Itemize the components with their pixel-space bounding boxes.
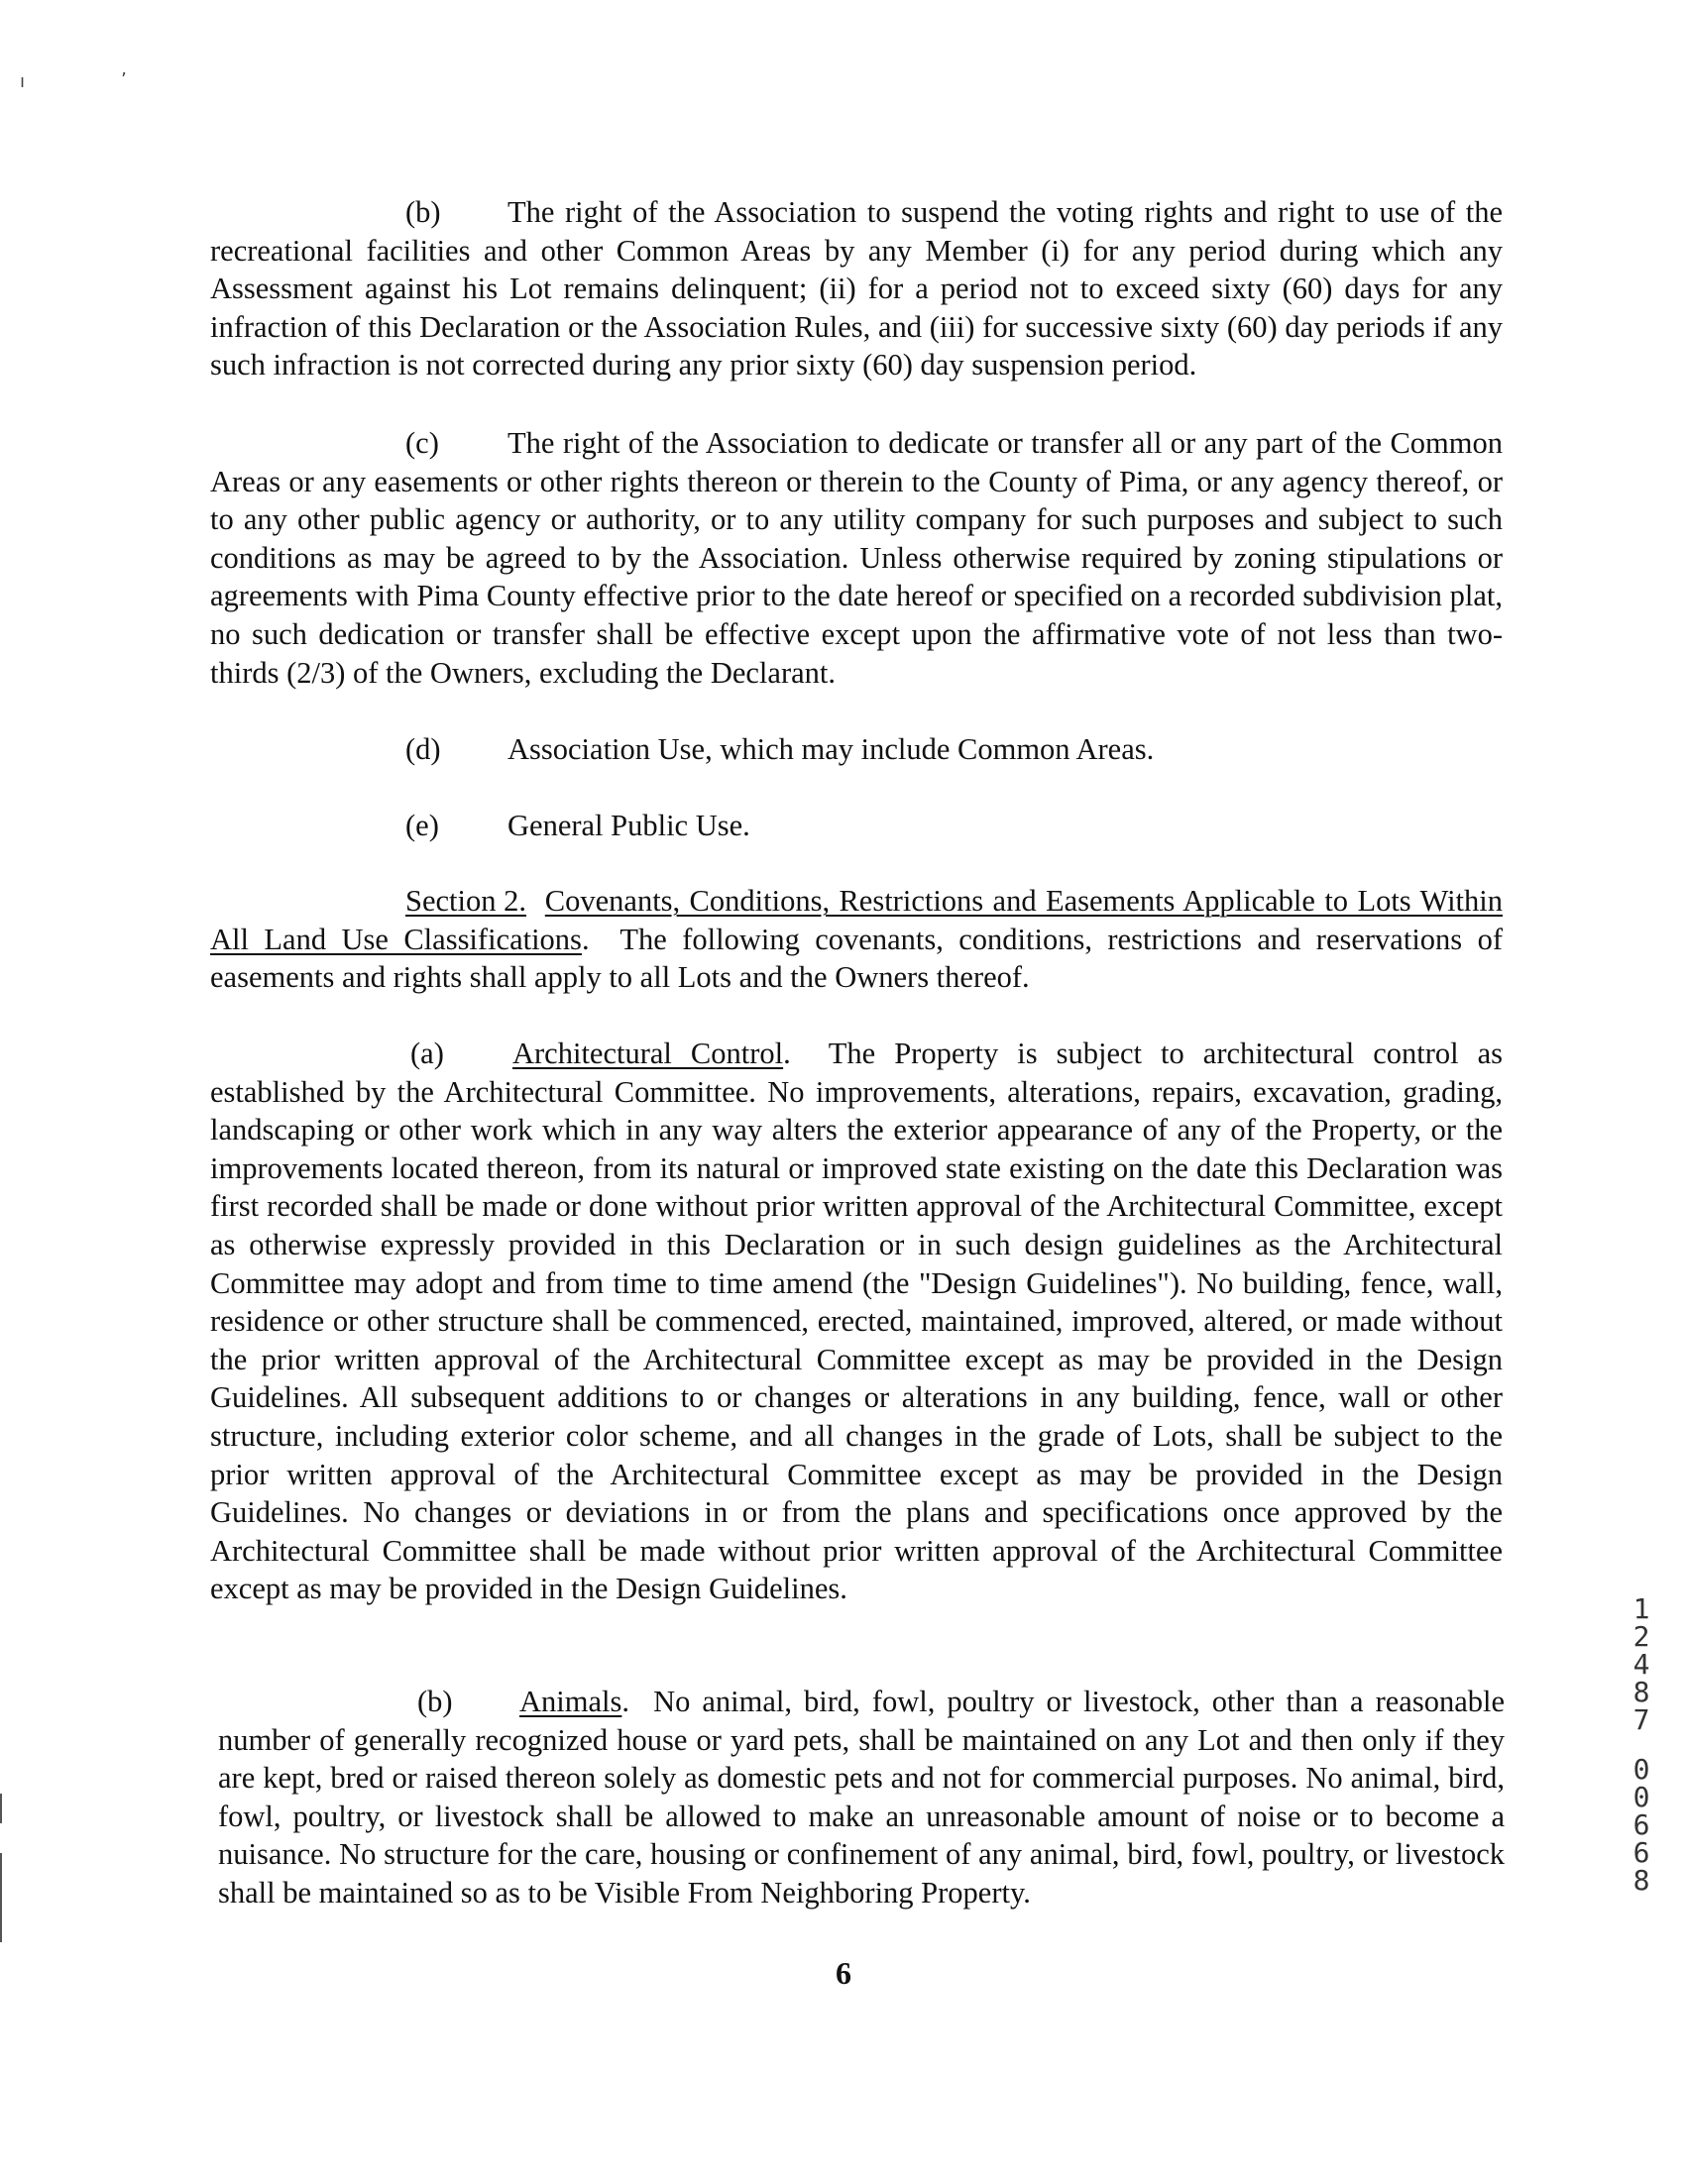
paragraph-text: Association Use, which may include Common Areas. — [507, 732, 1155, 766]
scan-speck: ı — [20, 71, 26, 92]
paragraph-c-dedicate-transfer — [210, 424, 1503, 692]
stamp-digit: 8 — [1632, 1864, 1650, 1897]
scan-edge-mark — [0, 1853, 2, 1942]
paragraph-b-suspend-rights — [210, 193, 1503, 384]
page-number: 6 — [836, 1955, 851, 1991]
paragraph-label: (d) — [405, 732, 441, 766]
paragraph-label: (b) — [405, 195, 441, 229]
paragraph-heading: Architectural Control — [512, 1037, 784, 1070]
section-heading: Covenants, Conditions, Restrictions and Easements Applicable to Lots Within All Land Use Classifications — [210, 884, 1503, 956]
paragraph-text: No animal, bird, fowl, poultry or livestock, other than a reasonable number of generally recognized house or yard pets, shall be maintained on any Lot and then only if they are kept, bred or raised thereon solely as domestic pets and not for commercial purposes. No animal, bird, fowl, poultry, or livestock shall be allowed to make an unreasonable amount of noise or to become a nuisance. No structure for the care, housing or confinement of any animal, bird, fowl, poultry, or livestock shall be maintained so as to be Visible From Neighboring Property. — [218, 1685, 1505, 1910]
paragraph-e-general-public-use — [405, 807, 750, 845]
stamp-digit: 7 — [1632, 1703, 1650, 1736]
stamp-digit: 6 — [1632, 1836, 1650, 1869]
paragraph-label: (c) — [405, 426, 439, 460]
paragraph-d-association-use — [405, 730, 1154, 769]
paragraph-b-animals: (b) Animals. No animal, bird, fowl, poultry or livestock, other than a reasonable number of generally recognized house or yard pets, shall be maintained on any Lot and then only if they are kept, bred or raised thereon solely as domestic pets and not for commercial purposes. No animal, bird, fowl, poultry, or livestock shall be allowed to make an unreasonable amount of noise or to become a nuisance. No structure for the care, housing or confinement of any animal, bird, fowl, poultry, or livestock shall be maintained so as to be Visible From Neighboring Property. — [218, 1685, 1505, 1910]
section-label: Section 2. — [405, 884, 526, 918]
stamp-digit: 1 — [1632, 1592, 1650, 1625]
stamp-digit: 0 — [1632, 1753, 1650, 1786]
section-text: The following covenants, conditions, restrictions and reservations of easements and rights shall apply to all Lots and the Owners thereof. — [210, 922, 1503, 995]
paragraph-text: The right of the Association to suspend the voting rights and right to use of the recreational facilities and other Common Areas by any Member (i) for any period during which any Assessment against his Lot remains delinquent; (ii) for a period not to exceed sixty (60) days for any infraction of this Declaration or the Association Rules, and (iii) for successive sixty (60) day periods if any such infraction is not corrected during any prior sixty (60) day suspension period. — [210, 195, 1503, 382]
paragraph-heading: Animals — [519, 1685, 622, 1718]
paragraph-text: The right of the Association to dedicate or transfer all or any part of the Common Areas or any easements or other rights thereon or therein to the County of Pima, or any agency thereof, or to any other public agency or authority, or to any utility company for such purposes and subject to such conditions as may be agreed to by the Association. Unless otherwise required by zoning stipulations or agreements with Pima County effective prior to the date hereof or specified on a recorded subdivision plat, no such dedication or transfer shall be effective except upon the affirmative vote of not less than two-thirds (2/3) of the Owners, excluding the Declarant. — [210, 426, 1503, 690]
paragraph-label: (e) — [405, 809, 439, 842]
stamp-digit: 2 — [1632, 1620, 1650, 1653]
paragraph-text: General Public Use. — [507, 809, 750, 842]
section-2-covenants: Section 2. Covenants, Conditions, Restrictions and Easements Applicable to Lots Within All Land Use Classifications. The following covenants, conditions, restrictions and reservations of easements and rights shall apply to all Lots and the Owners thereof. — [210, 884, 1503, 995]
paragraph-text: The Property is subject to architectural control as established by the Architectural Committee. No improvements, alterations, repairs, excavation, grading, landscaping or other work which in any way alters the exterior appearance of any of the Property, or the improvements located thereon, from its natural or improved state existing on the date this Declaration was first recorded shall be made or done without prior written approval of the Architectural Committee, except as otherwise expressly provided in this Declaration or in such design guidelines as the Architectural Committee may adopt and from time to time amend (the "Design Guidelines"). No building, fence, wall, residence or other structure shall be commenced, erected, maintained, improved, altered, or made without the prior written approval of the Architectural Committee except as may be provided in the Design Guidelines. All subsequent additions to or changes or alterations in any building, fence, wall or other structure, including exterior color scheme, and all changes in the grade of Lots, shall be subject to the prior written approval of the Architectural Committee except as may be provided in the Design Guidelines. No changes or deviations in or from the plans and specifications once approved by the Architectural Committee shall be made without prior written approval of the Architectural Committee except as may be provided in the Design Guidelines. — [210, 1037, 1504, 1606]
scan-speck: ’ — [121, 69, 127, 90]
paragraph-label: (b) — [417, 1685, 453, 1718]
paragraph-a-architectural-control: (a) Architectural Control. The Property is subject to architectural control as established by the Architectural Committee. No improvements, alterations, repairs, excavation, grading, landscaping or other work which in any way alters the exterior appearance of any of the Property, or the improvements located thereon, from its natural or improved state existing on the date this Declaration was first recorded shall be made or done without prior written approval of the Architectural Committee, except as otherwise expressly provided in this Declaration or in such design guidelines as the Architectural Committee may adopt and from time to time amend (the "Design Guidelines"). No building, fence, wall, residence or other structure shall be commenced, erected, maintained, improved, altered, or made without the prior written approval of the Architectural Committee except as may be provided in the Design Guidelines. All subsequent additions to or changes or alterations in any building, fence, wall or other structure, including exterior color scheme, and all changes in the grade of Lots, shall be subject to the prior written approval of the Architectural Committee except as may be provided in the Design Guidelines. No changes or deviations in or from the plans and specifications once approved by the Architectural Committee shall be made without prior written approval of the Architectural Committee except as may be provided in the Design Guidelines. — [210, 1037, 1504, 1606]
scan-edge-mark — [0, 1794, 2, 1823]
paragraph-label: (a) — [410, 1037, 444, 1070]
recording-stamp — [1629, 1592, 1654, 1897]
stamp-digit: 4 — [1632, 1648, 1650, 1681]
stamp-digit: 6 — [1632, 1808, 1650, 1841]
stamp-digit: 0 — [1632, 1781, 1650, 1813]
stamp-digit: 8 — [1632, 1676, 1650, 1708]
